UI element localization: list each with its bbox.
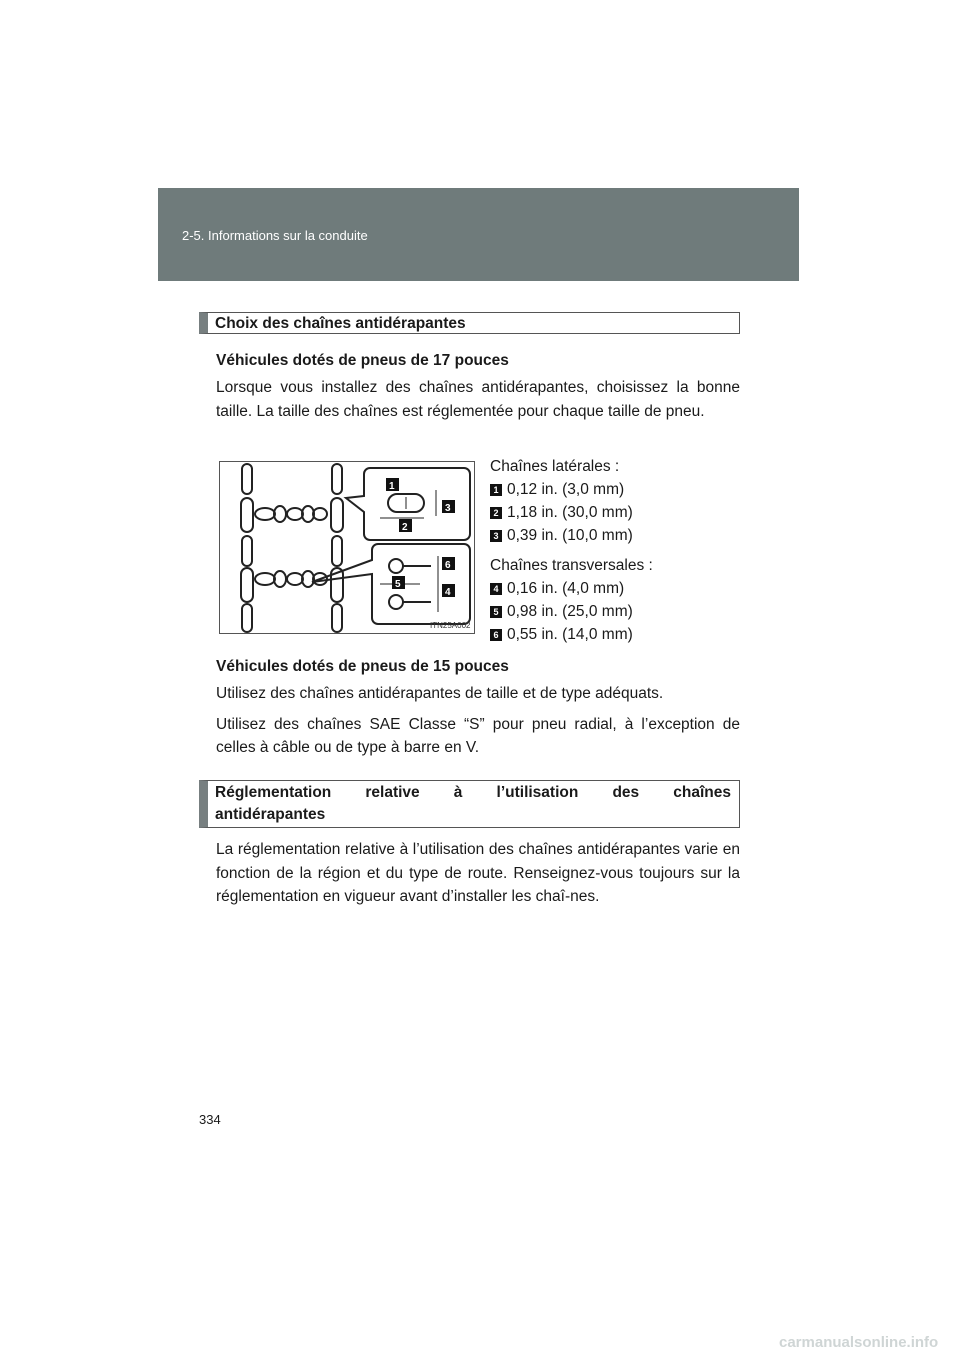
title-word: Réglementation	[215, 784, 332, 801]
legend-item-1	[490, 481, 624, 499]
chapter-header	[158, 188, 799, 281]
legend-item-6	[490, 626, 633, 644]
badge-2-icon: 2	[490, 507, 502, 519]
badge-4-icon: 4	[490, 583, 502, 595]
legend-text: 0,98 in. (25,0 mm)	[507, 603, 633, 620]
title-word: à	[453, 784, 463, 801]
badge-6-icon: 6	[490, 629, 502, 641]
title-word: des	[612, 784, 640, 801]
section-heading-chain-choice	[199, 312, 740, 334]
legend-text: 0,12 in. (3,0 mm)	[507, 481, 625, 498]
title-word: chaînes	[673, 784, 731, 801]
watermark: carmanualsonline.info	[779, 1334, 939, 1351]
svg-text:6: 6	[445, 560, 451, 571]
legend-item-4	[490, 580, 624, 598]
legend-text: 0,16 in. (4,0 mm)	[507, 580, 625, 597]
legend-item-2	[490, 504, 633, 522]
svg-text:1: 1	[389, 481, 395, 492]
cross-chain-title: Chaînes transversales :	[490, 557, 653, 574]
badge-5-icon: 5	[490, 606, 502, 618]
section-heading-regulation	[199, 780, 740, 828]
regulation-paragraph: La réglementation relative à l’utilisation des chaînes antidérapantes varie en fonction de la région et du type de route. Renseignez-vous toujours sur la réglementation en vigueur avant d’installer les chaî-nes.	[216, 841, 740, 905]
legend-item-3	[490, 527, 633, 545]
legend-text: 1,18 in. (30,0 mm)	[507, 504, 633, 521]
chapter-title: 2-5. Informations sur la conduite	[182, 228, 368, 243]
side-chain-title: Chaînes latérales :	[490, 458, 620, 475]
subheading-15-inch: Véhicules dotés de pneus de 15 pouces	[216, 658, 509, 675]
section-title: Choix des chaînes antidérapantes	[215, 315, 466, 332]
intro-paragraph: Lorsque vous installez des chaînes antidérapantes, choisissez la bonne taille. La taille des chaînes est réglementée pour chaque taille de pneu.	[216, 379, 740, 420]
legend-text: 0,39 in. (10,0 mm)	[507, 527, 633, 544]
legend-item-5	[490, 603, 633, 621]
chain-size-illustration	[219, 461, 475, 634]
title-word: l’utilisation	[496, 784, 579, 801]
paragraph-15-a: Utilisez des chaînes antidérapantes de taille et de type adéquats.	[216, 685, 664, 702]
title-word: relative	[365, 784, 420, 801]
badge-1-icon: 1	[490, 484, 502, 496]
chain-diagram	[220, 462, 474, 633]
badge-3-icon: 3	[490, 530, 502, 542]
paragraph-15-b: Utilisez des chaînes SAE Classe “S” pour pneu radial, à l’exception de celles à câble ou de type à barre en V.	[216, 716, 740, 756]
legend-text: 0,55 in. (14,0 mm)	[507, 626, 633, 643]
svg-text:3: 3	[445, 503, 451, 514]
figure-code: ITN25A002	[430, 621, 471, 630]
section-title-line-2: antidérapantes	[215, 806, 326, 823]
page-number: 334	[199, 1112, 221, 1127]
section-title-line-1	[215, 782, 731, 804]
svg-text:4: 4	[445, 587, 451, 598]
svg-text:5: 5	[395, 579, 401, 590]
subheading-17-inch: Véhicules dotés de pneus de 17 pouces	[216, 352, 509, 369]
svg-text:2: 2	[402, 522, 408, 533]
